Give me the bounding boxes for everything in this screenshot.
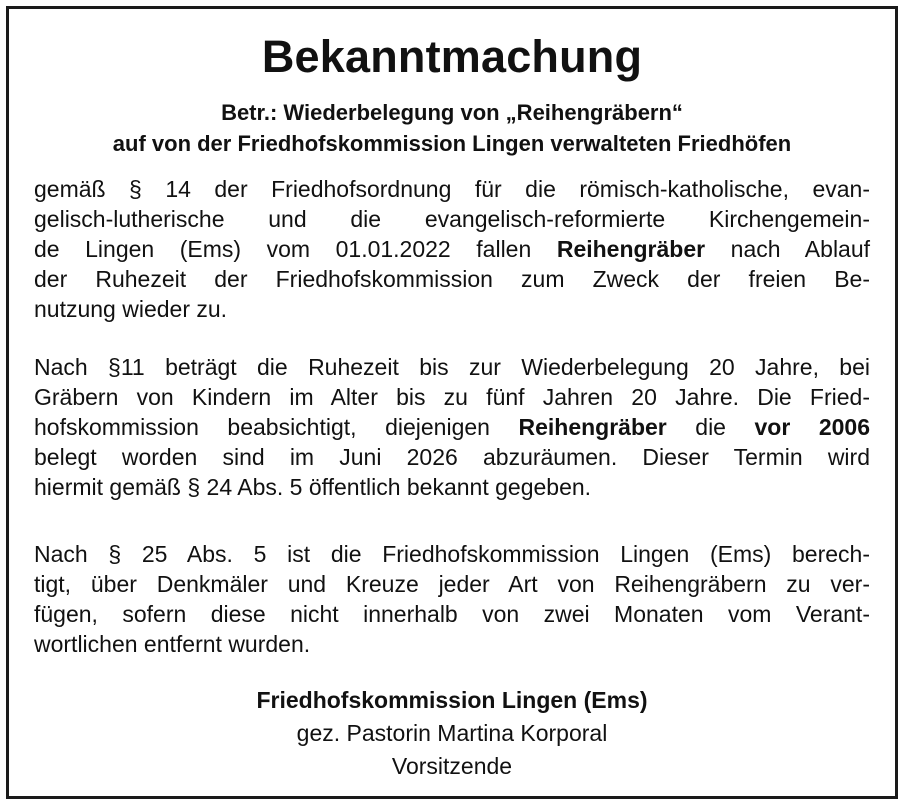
paragraph-1 xyxy=(34,174,870,324)
paragraph-3-line-1: Nach § 25 Abs. 5 ist die Friedhofskommission Lingen (Ems) berech- xyxy=(34,541,870,567)
paragraph-3-line-4: wortlichen entfernt wurden. xyxy=(34,631,311,657)
paragraph-2-line-3-text-a: hofskommission beabsichtigt, diejenigen xyxy=(34,414,490,440)
signature-organization: Friedhofskommission Lingen (Ems) xyxy=(256,687,648,713)
paragraph-2-line-3-text-c: die xyxy=(695,414,726,440)
signature-signed-by: gez. Pastorin Martina Korporal xyxy=(296,720,608,746)
bold-term-reihengraeber: Reihengräber xyxy=(518,414,667,440)
paragraph-1-line-5: nutzung wieder zu. xyxy=(34,296,228,322)
paragraph-1-line-1: gemäß § 14 der Friedhofsordnung für die römisch-katholische, evan- xyxy=(34,176,870,202)
paragraph-1-line-3 xyxy=(34,234,870,264)
paragraph-2-line-3 xyxy=(34,412,870,442)
notice-title: Bekanntmachung xyxy=(261,31,643,82)
paragraph-1-line-2: gelisch-lutherische und die evangelisch-reformierte Kirchengemein- xyxy=(34,206,870,232)
notice-frame xyxy=(6,6,898,799)
bold-term-reihengraeber: Reihengräber xyxy=(556,236,706,262)
paragraph-2-line-1: Nach §11 beträgt die Ruhezeit bis zur Wiederbelegung 20 Jahre, bei xyxy=(34,354,870,380)
subject-line-1: Betr.: Wiederbelegung von „Reihengräbern“ xyxy=(221,100,683,125)
paragraph-2 xyxy=(34,352,870,502)
paragraph-2-line-5: hiermit gemäß § 24 Abs. 5 öffentlich bekannt gegeben. xyxy=(34,474,592,500)
paragraph-1-line-3-text-c: nach Ablauf xyxy=(730,236,871,262)
subject-line-2: auf von der Friedhofskommission Lingen verwalteten Friedhöfen xyxy=(112,131,792,156)
bold-term-vor-2006: vor 2006 xyxy=(754,414,870,440)
paragraph-2-line-2: Gräbern von Kindern im Alter bis zu fünf Jahren 20 Jahre. Die Fried- xyxy=(34,384,870,410)
signature-block xyxy=(9,684,895,783)
paragraph-2-line-4: belegt worden sind im Juni 2026 abzuräumen. Dieser Termin wird xyxy=(34,444,870,470)
paragraph-1-line-4: der Ruhezeit der Friedhofskommission zum Zweck der freien Be- xyxy=(34,266,870,292)
paragraph-3 xyxy=(34,539,870,659)
paragraph-3-line-3: fügen, sofern diese nicht innerhalb von zwei Monaten vom Verant- xyxy=(34,601,870,627)
notice-subject xyxy=(9,97,895,159)
paragraph-1-line-3-text-a: de Lingen (Ems) vom 01.01.2022 fallen xyxy=(34,236,532,262)
signature-role: Vorsitzende xyxy=(391,753,513,779)
paragraph-3-line-2: tigt, über Denkmäler und Kreuze jeder Art von Reihengräbern zu ver- xyxy=(34,571,870,597)
